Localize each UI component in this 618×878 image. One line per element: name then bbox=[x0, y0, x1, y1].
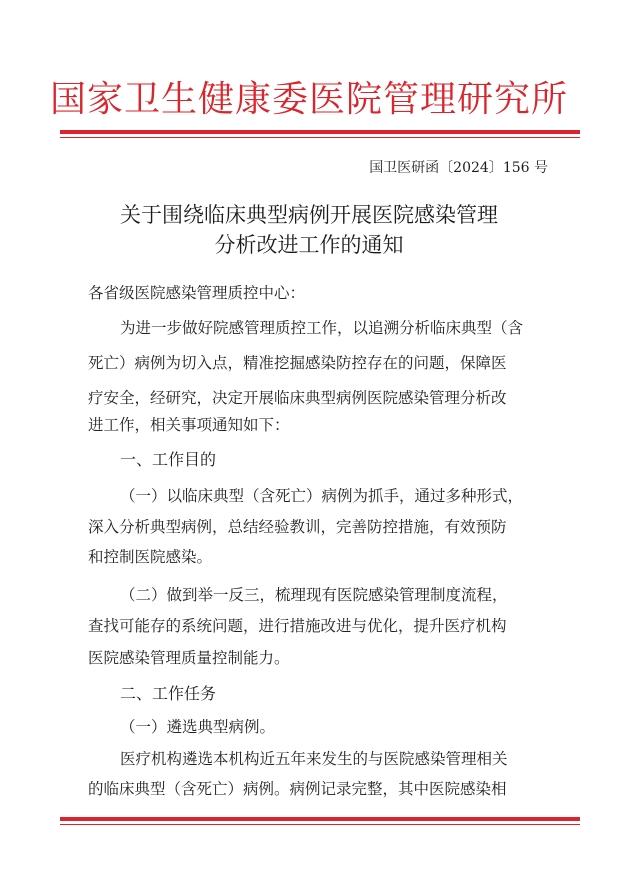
intro-line-1: 为进一步做好院感管理质控工作，以追溯分析临床典型（含 bbox=[120, 319, 524, 337]
intro-line-4: 进工作，相关事项通知如下： bbox=[88, 416, 290, 434]
purpose-item-1-line-2: 深入分析典型病例，总结经验教训，完善防控措施，有效预防 bbox=[88, 518, 507, 536]
document-number: 国卫医研函〔2024〕156 号 bbox=[369, 160, 548, 176]
purpose-item-2-line-2: 查找可能存的系统问题，进行措施改进与优化，提升医疗机构 bbox=[88, 617, 507, 635]
purpose-item-1-line-1: （一）以临床典型（含死亡）病例为抓手，通过多种形式， bbox=[120, 487, 524, 505]
purpose-item-2-line-3: 医院感染管理质量控制能力。 bbox=[88, 649, 290, 667]
purpose-item-2-line-1: （二）做到举一反三，梳理现有医院感染管理制度流程， bbox=[120, 586, 508, 604]
intro-line-3: 疗安全，经研究，决定开展临床典型病例医院感染管理分析改 bbox=[88, 389, 507, 407]
task-para-line-1: 医疗机构遴选本机构近五年来发生的与医院感染管理相关 bbox=[120, 750, 508, 768]
notice-title-line-1: 关于围绕临床典型病例开展医院感染管理 bbox=[120, 203, 498, 227]
header-red-rule-thin bbox=[60, 137, 580, 138]
intro-line-2: 死亡）病例为切入点，精准挖掘感染防控存在的问题，保障医 bbox=[88, 354, 507, 372]
footer-red-rule-thick bbox=[60, 817, 580, 821]
task-para-line-2: 的临床典型（含死亡）病例。病例记录完整，其中医院感染相 bbox=[88, 780, 507, 798]
section-heading-tasks: 二、工作任务 bbox=[120, 684, 217, 703]
task-sub-heading-1: （一）遴选典型病例。 bbox=[120, 718, 276, 736]
letterhead-title: 国家卫生健康委医院管理研究所 bbox=[49, 79, 568, 120]
salutation: 各省级医院感染管理质控中心： bbox=[88, 284, 306, 302]
header-red-rule-thick bbox=[60, 130, 580, 134]
footer-red-rule-thin bbox=[60, 824, 580, 825]
purpose-item-1-line-3: 和控制医院感染。 bbox=[88, 548, 213, 566]
section-heading-purpose: 一、工作目的 bbox=[120, 450, 217, 469]
notice-title-line-2: 分析改进工作的通知 bbox=[214, 233, 404, 257]
